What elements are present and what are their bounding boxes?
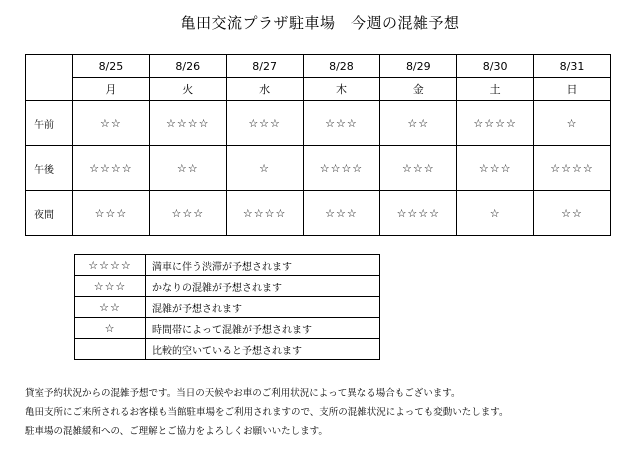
rating-cell: ☆☆ [73, 101, 150, 146]
date-cell: 8/27 [226, 55, 303, 78]
date-cell: 8/26 [149, 55, 226, 78]
rating-cell: ☆☆☆ [303, 101, 380, 146]
weekday-cell: 火 [149, 78, 226, 101]
page-title: 亀田交流プラザ駐車場 今週の混雑予想 [180, 14, 460, 32]
rating-cell: ☆☆☆☆ [149, 101, 226, 146]
note-line: 貸室予約状況からの混雑予想です。当日の天候やお車のご利用状況によって異なる場合もございます。 [25, 388, 461, 399]
row-label: 夜間 [26, 191, 73, 236]
notes-block [25, 384, 625, 441]
weekday-cell: 月 [73, 78, 150, 101]
weekday-cell: 土 [457, 78, 534, 101]
row-label: 午後 [26, 146, 73, 191]
rating-cell: ☆☆☆ [303, 191, 380, 236]
congestion-forecast-table [25, 54, 611, 236]
rating-cell: ☆☆ [149, 146, 226, 191]
morning-row [26, 101, 611, 146]
night-row [26, 191, 611, 236]
legend-row [75, 255, 380, 276]
rating-cell: ☆☆ [534, 191, 611, 236]
legend-row [75, 276, 380, 297]
legend-symbol: ☆☆ [75, 297, 146, 318]
corner-cell [26, 55, 73, 101]
rating-cell: ☆☆☆☆ [73, 146, 150, 191]
rating-cell: ☆☆☆☆ [303, 146, 380, 191]
date-cell: 8/25 [73, 55, 150, 78]
rating-cell: ☆☆☆ [73, 191, 150, 236]
weekday-cell: 水 [226, 78, 303, 101]
date-cell: 8/28 [303, 55, 380, 78]
rating-cell: ☆☆☆☆ [534, 146, 611, 191]
legend-description: かなりの混雑が予想されます [146, 276, 380, 297]
legend-row [75, 297, 380, 318]
legend-description: 比較的空いていると予想されます [146, 339, 380, 360]
legend-symbol: ☆☆☆ [75, 276, 146, 297]
date-cell: 8/31 [534, 55, 611, 78]
rating-cell: ☆☆ [380, 101, 457, 146]
afternoon-row [26, 146, 611, 191]
legend-description: 混雑が予想されます [146, 297, 380, 318]
weekday-cell: 木 [303, 78, 380, 101]
legend-row [75, 339, 380, 360]
rating-cell: ☆☆☆ [380, 146, 457, 191]
legend-row [75, 318, 380, 339]
note-line: 駐車場の混雑緩和への、ご理解とご協力をよろしくお願いいたします。 [25, 426, 328, 437]
rating-cell: ☆☆☆ [226, 101, 303, 146]
rating-cell: ☆☆☆☆ [226, 191, 303, 236]
rating-cell: ☆ [457, 191, 534, 236]
legend-description: 時間帯によって混雑が予想されます [146, 318, 380, 339]
row-label: 午前 [26, 101, 73, 146]
weekday-header-row [26, 78, 611, 101]
rating-cell: ☆ [534, 101, 611, 146]
rating-cell: ☆☆☆☆ [457, 101, 534, 146]
legend-symbol: ☆☆☆☆ [75, 255, 146, 276]
weekday-cell: 金 [380, 78, 457, 101]
legend-symbol: ☆ [75, 318, 146, 339]
date-cell: 8/29 [380, 55, 457, 78]
rating-cell: ☆☆☆☆ [380, 191, 457, 236]
rating-cell: ☆☆☆ [149, 191, 226, 236]
date-cell: 8/30 [457, 55, 534, 78]
legend-description: 満車に伴う渋滞が予想されます [146, 255, 380, 276]
legend-table [74, 254, 380, 360]
rating-cell: ☆ [226, 146, 303, 191]
weekday-cell: 日 [534, 78, 611, 101]
rating-cell: ☆☆☆ [457, 146, 534, 191]
note-line: 亀田支所にご来所されるお客様も当館駐車場をご利用されますので、支所の混雑状況によっても変動いたします。 [25, 407, 509, 418]
date-header-row [26, 55, 611, 78]
legend-symbol [75, 339, 146, 360]
